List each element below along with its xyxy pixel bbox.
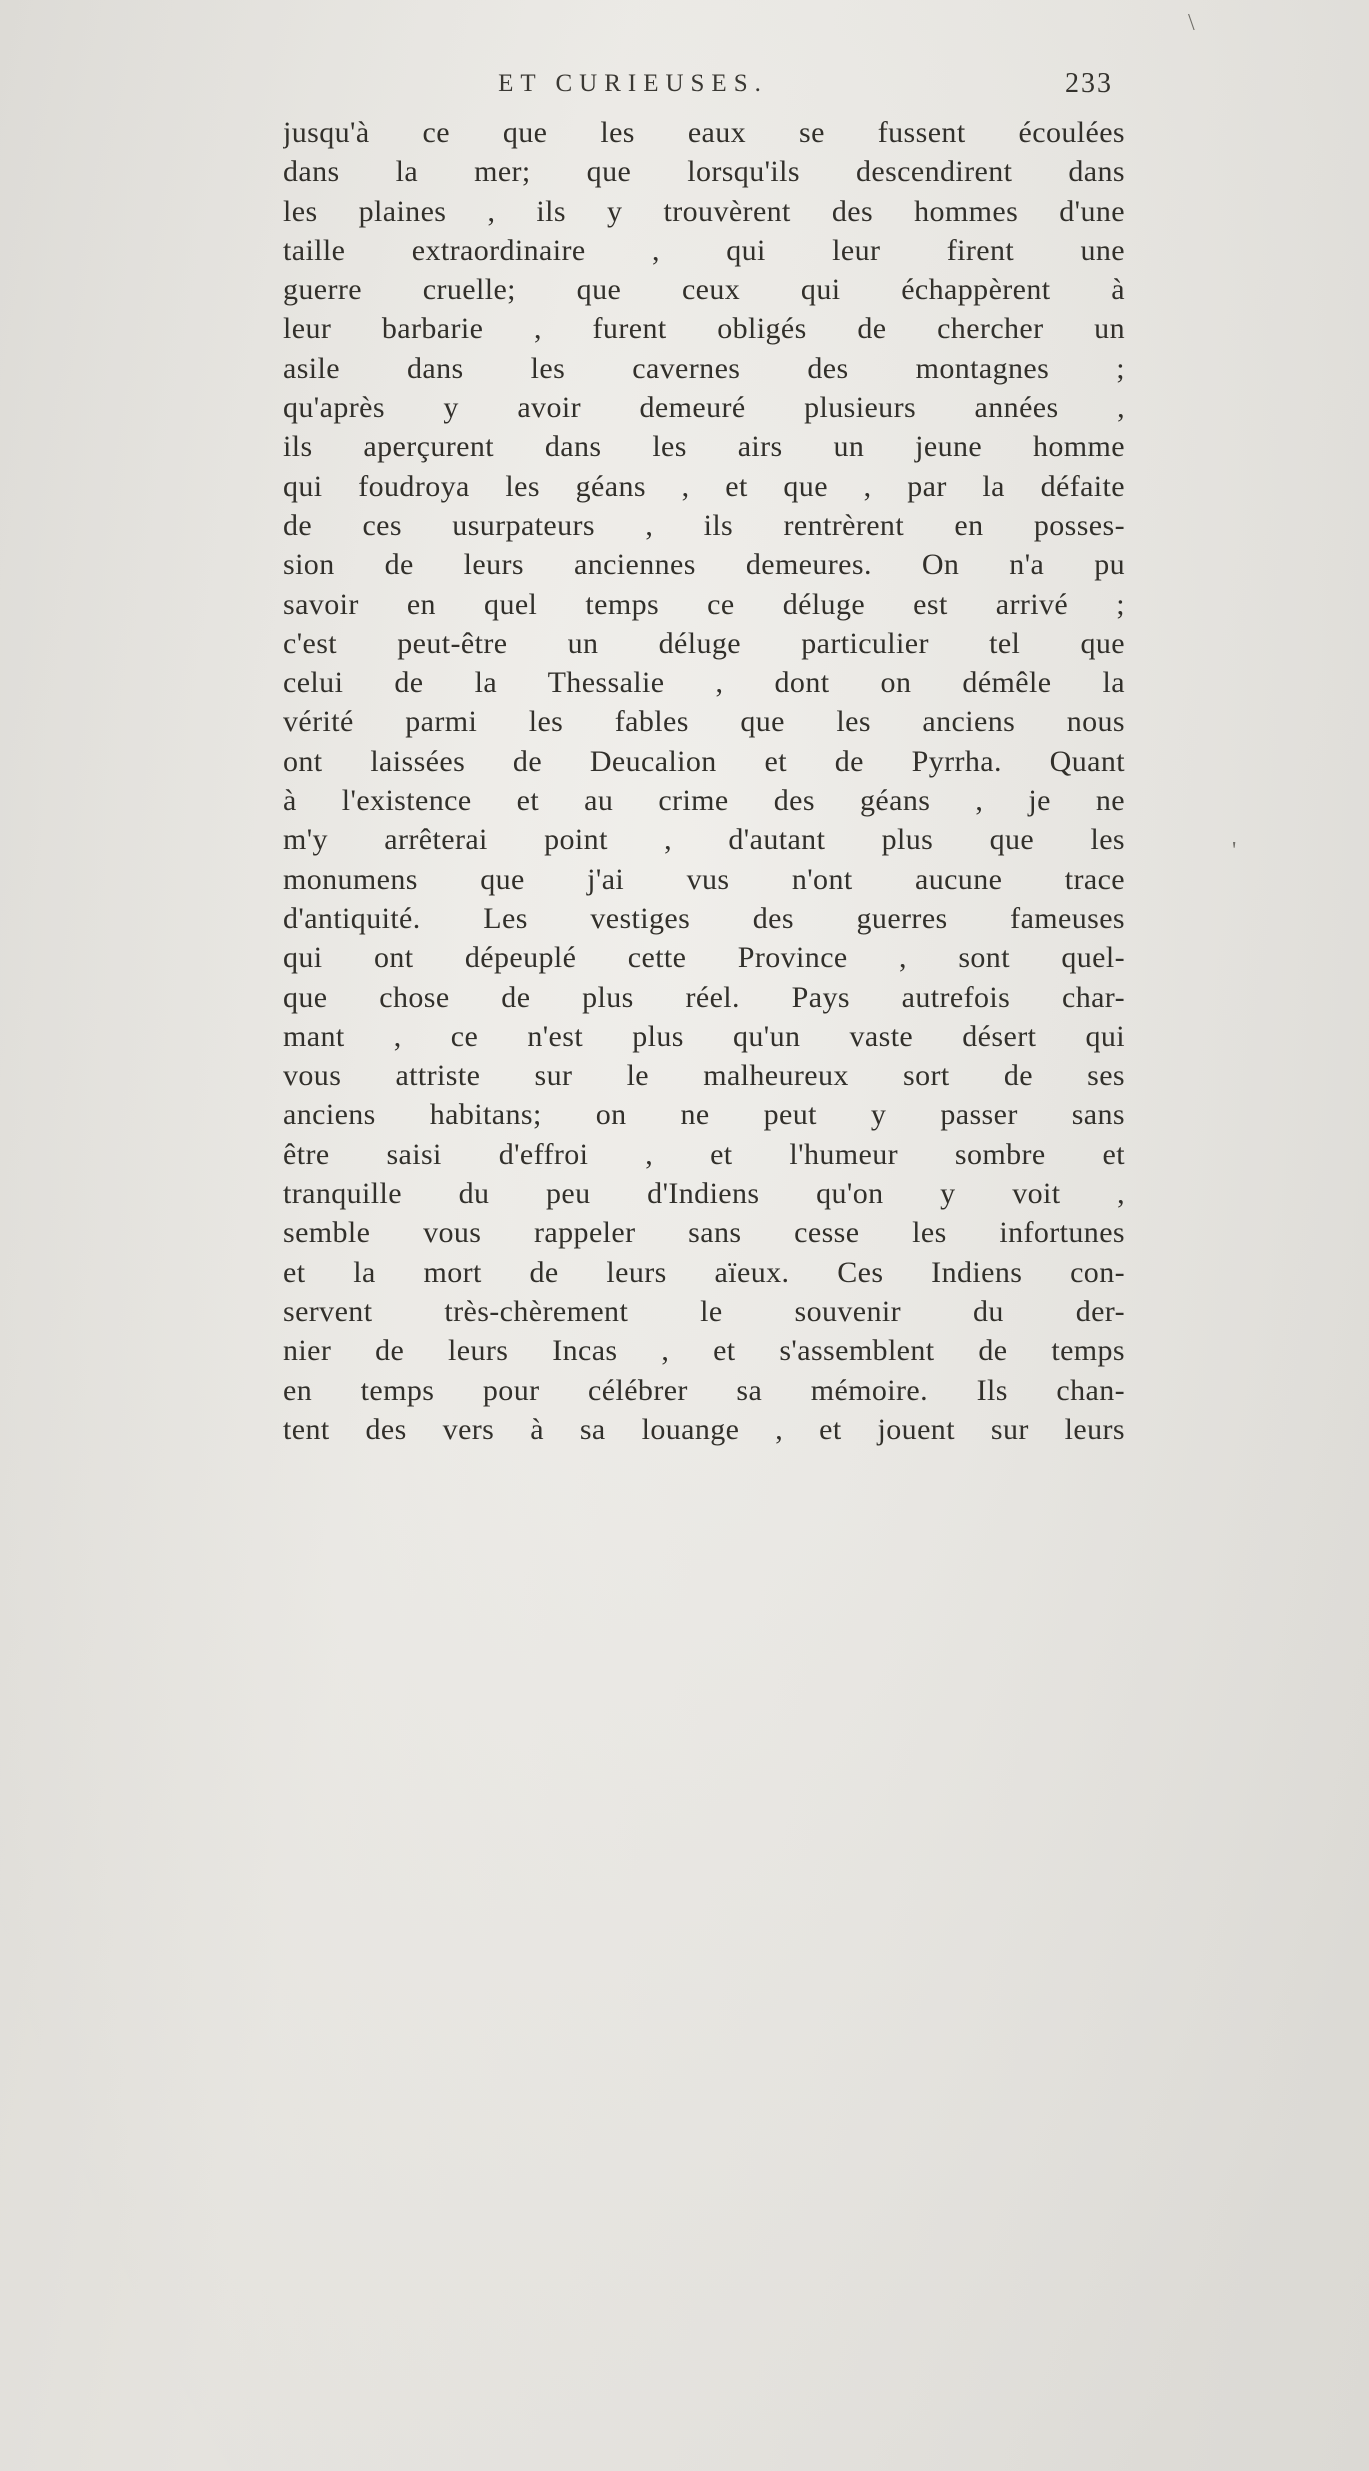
text-line: guerre cruelle; que ceux qui échappèrent à: [283, 273, 1125, 307]
page-number: 233: [1065, 68, 1113, 99]
text-line: les plaines , ils y trouvèrent des hommes d'une: [283, 194, 1125, 228]
text-line: qu'après y avoir demeuré plusieurs années ,: [283, 391, 1125, 425]
running-head: [283, 70, 1125, 106]
text-line: qui foudroya les géans , et que , par la défaite: [283, 469, 1125, 503]
text-line: ont laissées de Deucalion et de Pyrrha. Quant: [283, 744, 1125, 778]
text-line: être saisi d'effroi , et l'humeur sombre et: [283, 1137, 1125, 1171]
scan-artifact: \: [1188, 10, 1195, 36]
text-line: tranquille du peu d'Indiens qu'on y voit ,: [283, 1177, 1125, 1211]
text-line: jusqu'à ce que les eaux se fussent écoulées: [283, 116, 1125, 149]
scan-artifact: ': [1232, 838, 1237, 864]
text-line: monumens que j'ai vus n'ont aucune trace: [283, 862, 1125, 896]
text-line: taille extraordinaire , qui leur firent une: [283, 233, 1125, 267]
text-line: semble vous rappeler sans cesse les infortunes: [283, 1216, 1125, 1250]
text-line: sion de leurs anciennes demeures. On n'a pu: [283, 548, 1125, 582]
text-line: anciens habitans; on ne peut y passer sans: [283, 1098, 1125, 1132]
text-line: c'est peut-être un déluge particulier tel que: [283, 626, 1125, 660]
text-line: leur barbarie , furent obligés de chercher un: [283, 312, 1125, 346]
text-line: celui de la Thessalie , dont on démêle la: [283, 666, 1125, 700]
running-title: ET CURIEUSES.: [498, 70, 768, 97]
text-line: vous attriste sur le malheureux sort de ses: [283, 1059, 1125, 1093]
text-line: d'antiquité. Les vestiges des guerres fameuses: [283, 901, 1125, 935]
text-line: asile dans les cavernes des montagnes ;: [283, 351, 1125, 385]
text-line: ils aperçurent dans les airs un jeune homme: [283, 430, 1125, 464]
text-line: m'y arrêterai point , d'autant plus que les: [283, 823, 1125, 857]
text-line: en temps pour célébrer sa mémoire. Ils chan-: [283, 1373, 1125, 1407]
text-line: que chose de plus réel. Pays autrefois char-: [283, 980, 1125, 1014]
text-line: savoir en quel temps ce déluge est arrivé ;: [283, 587, 1125, 621]
text-line: tent des vers à sa louange , et jouent sur leurs: [283, 1412, 1125, 1446]
text-line: de ces usurpateurs , ils rentrèrent en posses-: [283, 508, 1125, 542]
body-text: [283, 113, 1125, 1449]
text-line: dans la mer; que lorsqu'ils descendirent dans: [283, 155, 1125, 189]
text-line: mant , ce n'est plus qu'un vaste désert qui: [283, 1019, 1125, 1053]
text-line: qui ont dépeuplé cette Province , sont quel-: [283, 941, 1125, 975]
text-line: à l'existence et au crime des géans , je ne: [283, 784, 1125, 818]
text-line: nier de leurs Incas , et s'assemblent de temps: [283, 1334, 1125, 1368]
text-line: servent très-chèrement le souvenir du der-: [283, 1294, 1125, 1328]
text-line: vérité parmi les fables que les anciens nous: [283, 705, 1125, 739]
text-line: et la mort de leurs aïeux. Ces Indiens con-: [283, 1255, 1125, 1289]
